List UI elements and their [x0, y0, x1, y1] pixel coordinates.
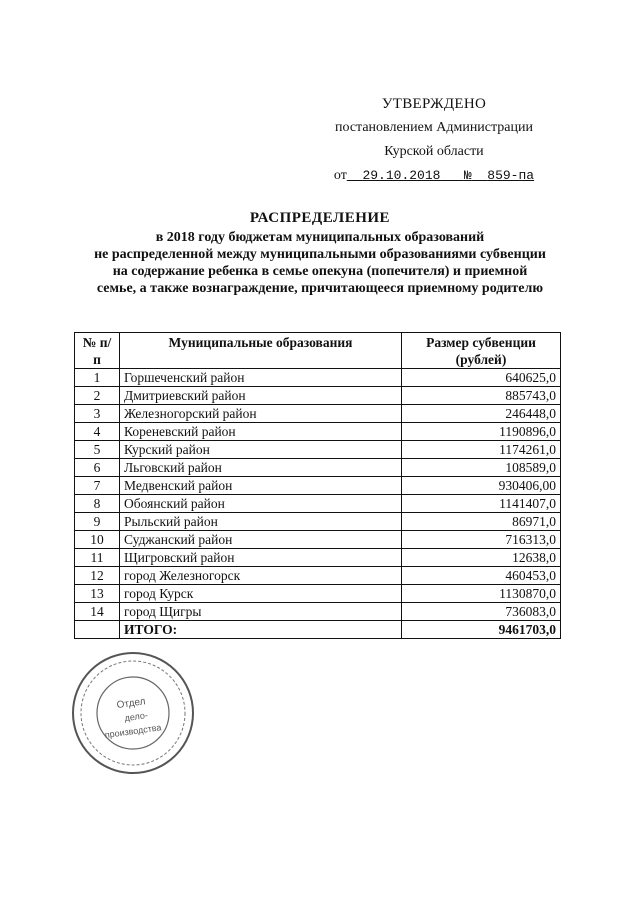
row-amount: 1141407,0 [402, 495, 561, 513]
row-num: 12 [75, 567, 120, 585]
table-row [75, 405, 561, 423]
table-header-row [75, 333, 561, 369]
row-name: Рыльский район [120, 513, 402, 531]
row-num: 14 [75, 603, 120, 621]
table-row [75, 603, 561, 621]
table-row [75, 531, 561, 549]
row-name: Кореневский район [120, 423, 402, 441]
distribution-table [74, 332, 561, 639]
table-row [75, 459, 561, 477]
row-name: город Железногорск [120, 567, 402, 585]
row-amount: 460453,0 [402, 567, 561, 585]
row-name: Медвенский район [120, 477, 402, 495]
row-amount: 86971,0 [402, 513, 561, 531]
stamp-text-2: дело- [123, 710, 149, 724]
title-line-4: семье, а также вознаграждение, причитающееся приемному родителю [96, 281, 544, 296]
row-num: 9 [75, 513, 120, 531]
row-amount: 1130870,0 [402, 585, 561, 603]
row-amount: 640625,0 [402, 369, 561, 387]
title-heading: РАСПРЕДЕЛЕНИЕ [249, 210, 391, 226]
approval-line-resolution: постановлением Администрации [335, 120, 533, 135]
row-name: город Курск [120, 585, 402, 603]
table-row [75, 387, 561, 405]
table-row [75, 567, 561, 585]
row-num: 4 [75, 423, 120, 441]
approval-number-sign: № [463, 168, 472, 183]
header-num: № п/п [75, 333, 120, 369]
stamp-text-1: Отдел [116, 696, 147, 712]
row-name: Льговский район [120, 459, 402, 477]
row-num: 2 [75, 387, 120, 405]
official-stamp [68, 648, 198, 778]
row-name: Дмитриевский район [120, 387, 402, 405]
header-name: Муниципальные образования [120, 333, 402, 369]
row-name: Суджанский район [120, 531, 402, 549]
row-num: 6 [75, 459, 120, 477]
table-row [75, 477, 561, 495]
row-amount: 885743,0 [402, 387, 561, 405]
row-name: город Щигры [120, 603, 402, 621]
row-num: 5 [75, 441, 120, 459]
row-name: Щигровский район [120, 549, 402, 567]
row-amount: 1190896,0 [402, 423, 561, 441]
table-row [75, 549, 561, 567]
total-empty-cell [75, 621, 120, 639]
row-num: 10 [75, 531, 120, 549]
row-num: 13 [75, 585, 120, 603]
row-num: 8 [75, 495, 120, 513]
approval-date: 29.10.2018 [362, 168, 441, 183]
row-name: Обоянский район [120, 495, 402, 513]
row-amount: 12638,0 [402, 549, 561, 567]
approval-title: УТВЕРЖДЕНО [381, 96, 487, 112]
title-line-1: в 2018 году бюджетам муниципальных образований [155, 230, 485, 245]
row-amount: 246448,0 [402, 405, 561, 423]
row-num: 11 [75, 549, 120, 567]
row-amount: 108589,0 [402, 459, 561, 477]
approval-from: от [333, 168, 347, 183]
title-line-3: на содержание ребенка в семье опекуна (попечителя) и приемной [112, 264, 528, 279]
approval-date-line [314, 164, 554, 188]
document-title [60, 210, 580, 297]
total-amount: 9461703,0 [402, 621, 561, 639]
row-amount: 1174261,0 [402, 441, 561, 459]
table-row [75, 585, 561, 603]
row-num: 3 [75, 405, 120, 423]
title-line-2: не распределенной между муниципальными образованиями субвенции [94, 247, 546, 262]
table-row [75, 369, 561, 387]
table-row [75, 423, 561, 441]
stamp-text-3: производства [104, 722, 163, 741]
total-row [75, 621, 561, 639]
approval-block [314, 92, 554, 188]
row-num: 1 [75, 369, 120, 387]
row-amount: 736083,0 [402, 603, 561, 621]
row-amount: 930406,00 [402, 477, 561, 495]
row-num: 7 [75, 477, 120, 495]
approval-line-region: Курской области [384, 144, 484, 159]
header-amount: Размер субвенции (рублей) [402, 333, 561, 369]
table-row [75, 513, 561, 531]
table-body [75, 369, 561, 621]
total-label: ИТОГО: [120, 621, 402, 639]
approval-date-wrap [347, 168, 534, 183]
row-amount: 716313,0 [402, 531, 561, 549]
approval-number: 859-па [487, 168, 535, 183]
row-name: Железногорский район [120, 405, 402, 423]
table-row [75, 495, 561, 513]
row-name: Курский район [120, 441, 402, 459]
row-name: Горшеченский район [120, 369, 402, 387]
table-row [75, 441, 561, 459]
